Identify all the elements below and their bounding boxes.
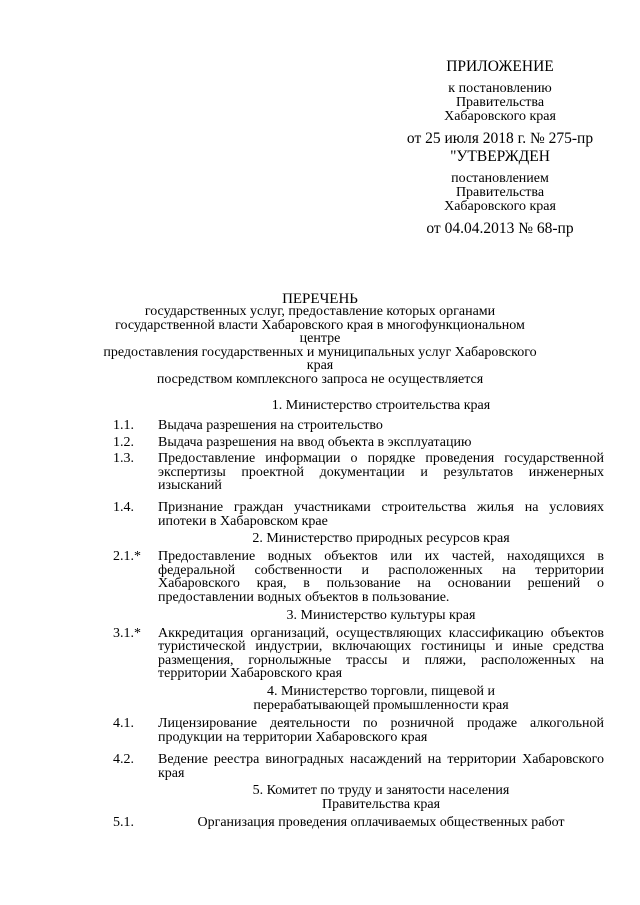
section-heading (158, 784, 604, 812)
subtitle-line: государственной власти Хабаровского края в многофункциональном центре (115, 317, 525, 347)
service-item-number: 4.2. (113, 752, 134, 768)
service-item (0, 501, 640, 528)
section-heading-line: Правительства края (321, 797, 441, 813)
service-item-text: Организация проведения оплачиваемых общественных работ (197, 815, 565, 831)
service-item (0, 452, 640, 493)
subtitle-line: посредством комплексного запроса не осуществляется (156, 371, 484, 387)
service-item-number: 5.1. (113, 815, 134, 831)
document-title: ПЕРЕЧЕНЬ (282, 291, 358, 307)
service-item (0, 816, 640, 830)
services-list (0, 399, 640, 833)
approved-date: от 04.04.2013 № 68-пр (426, 220, 574, 237)
service-item-text: Предоставление водных объектов или их частей, находящихся в федеральной собственности и расположенных на территории Хабаровского края, в пользование на основании решений о предоставлении водных объектов в пользование. (158, 549, 604, 605)
service-item-text: Аккредитация организаций, осуществляющих классификацию объектов туристической индустрии, включающих гостиницы и иные средства размещения, горнолыжные трассы и пляжи, расположенных на территории Хабаровского края (158, 625, 604, 682)
section-heading-line: перерабатывающей промышленности края (253, 697, 509, 713)
service-item-text: Ведение реестра виноградных насаждений на территории Хабаровского края (158, 752, 604, 781)
appendix-heading: ПРИЛОЖЕНИЕ (446, 58, 554, 75)
service-item (0, 419, 640, 433)
service-item-number: 4.1. (113, 715, 134, 731)
subtitle-line: государственных услуг, предоставление которых органами (144, 304, 496, 319)
service-item-number: 1.2. (113, 434, 134, 450)
section-heading (158, 685, 604, 713)
service-item-text: Лицензирование деятельности по розничной продаже алкогольной продукции на территории Хабаровского края (158, 715, 604, 745)
service-item-number: 2.1.* (113, 549, 141, 565)
service-item (0, 550, 640, 604)
service-item-text: Выдача разрешения на строительство (158, 418, 383, 433)
appendix-line: Хабаровского края (444, 109, 556, 124)
service-item-text: Выдача разрешения на ввод объекта в эксплуатацию (158, 434, 472, 450)
section-heading-line: 4. Министерство торговли, пищевой и (266, 683, 496, 699)
appendix-line: Правительства (455, 95, 545, 110)
section-heading-line: 5. Комитет по труду и занятости населения (252, 783, 510, 799)
approved-line: Правительства (455, 185, 545, 200)
section-heading-line: 3. Министерство культуры края (286, 607, 476, 623)
service-item-number: 1.1. (113, 418, 134, 433)
approved-line: постановлением (451, 171, 549, 186)
service-item (0, 627, 640, 681)
section-heading (158, 532, 604, 546)
document-subtitle (95, 305, 545, 387)
appendix-date: от 25 июля 2018 г. № 275-пр (406, 130, 594, 147)
section-heading-line: 1. Министерство строительства края (271, 398, 491, 413)
service-item (0, 717, 640, 744)
service-item-number: 1.3. (113, 451, 134, 467)
service-item-text: Предоставление информации о порядке проведения государственной экспертизы проектной документации и результатов инженерных изысканий (158, 451, 604, 494)
service-item (0, 436, 640, 450)
service-item-number: 1.4. (113, 499, 134, 515)
service-item-text: Признание граждан участниками строительства жилья на условиях ипотеки в Хабаровском крае (158, 499, 604, 529)
subtitle-line: предоставления государственных и муниципальных услуг Хабаровского края (103, 344, 537, 374)
approved-line: Хабаровского края (444, 199, 556, 214)
section-heading (158, 399, 604, 413)
service-item-number: 3.1.* (113, 625, 141, 641)
appendix-block (395, 58, 605, 238)
appendix-line: к постановлению (448, 81, 552, 96)
service-item (0, 753, 640, 780)
section-heading-line: 2. Министерство природных ресурсов края (252, 531, 510, 547)
approved-heading: "УТВЕРЖДЕН (450, 148, 550, 165)
section-heading (158, 609, 604, 623)
